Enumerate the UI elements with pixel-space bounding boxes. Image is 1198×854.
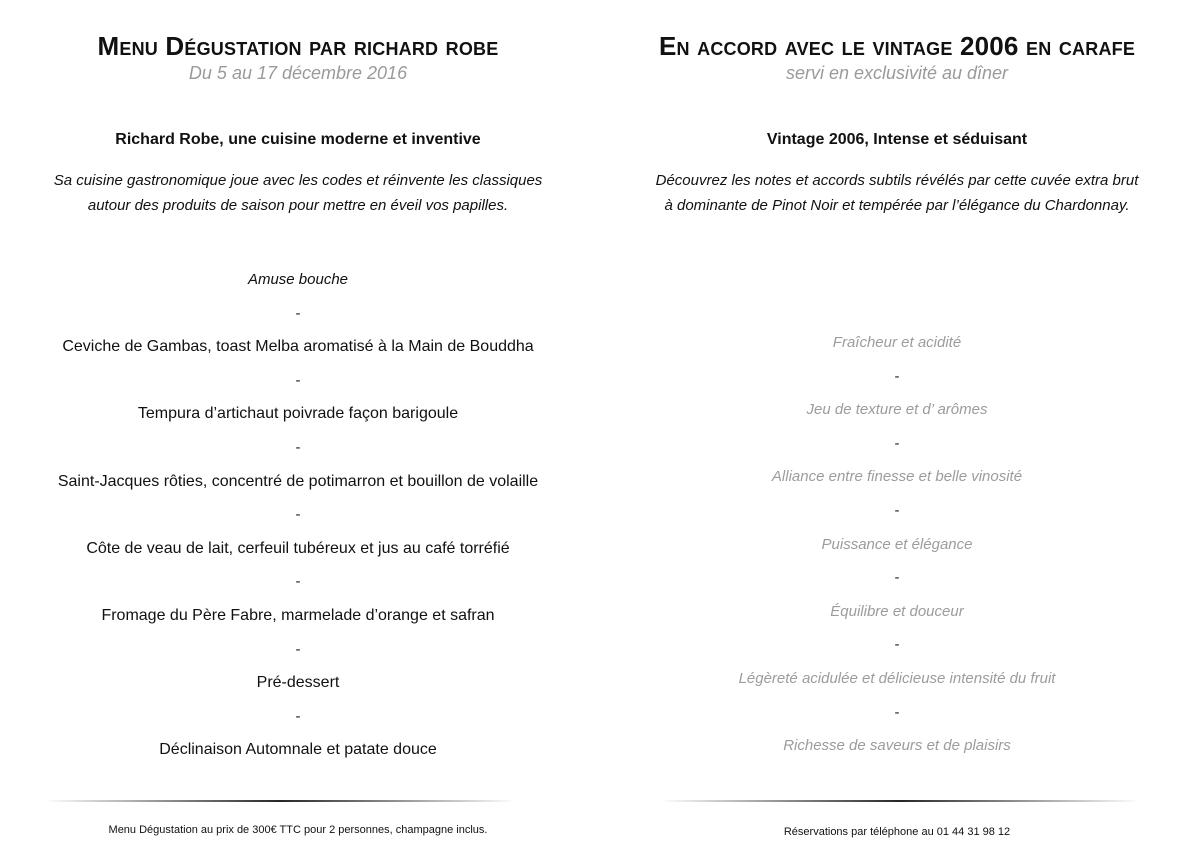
note-separator: -: [894, 434, 900, 452]
course-separator: -: [295, 707, 301, 725]
tasting-note-5: Équilibre et douceur: [830, 602, 964, 620]
course-separator: -: [295, 304, 301, 322]
note-separator: -: [894, 703, 900, 721]
menu-intro: [0, 168, 596, 218]
note-separator: -: [894, 569, 900, 587]
wine-divider: [660, 800, 1140, 802]
tasting-note-4: Puissance et élégance: [821, 535, 973, 553]
course-item-7: Pré-dessert: [256, 674, 340, 692]
course-separator: -: [295, 573, 301, 591]
wine-title: En accord avec le vintage 2006 en carafe: [658, 31, 1136, 61]
menu-price-footer: Menu Dégustation au prix de 300€ TTC pour 2 personnes, champagne inclus.: [108, 824, 488, 836]
wine-subtitle: servi en exclusivité au dîner: [785, 63, 1009, 83]
reservation-footer: Réservations par téléphone au 01 44 31 98 12: [783, 826, 1011, 838]
note-separator: -: [894, 501, 900, 519]
course-item-6: Fromage du Père Fabre, marmelade d’orange et safran: [101, 606, 495, 624]
menu-intro-line-2: autour des produits de saison pour mettre en éveil vos papilles.: [87, 197, 509, 214]
course-separator: -: [295, 371, 301, 389]
note-separator: -: [894, 636, 900, 654]
course-item-1: Amuse bouche: [247, 271, 349, 288]
course-item-4: Saint-Jacques rôties, concentré de potimarron et bouillon de volaille: [57, 472, 539, 490]
menu-dates: Du 5 au 17 décembre 2016: [188, 63, 408, 83]
menu-divider: [44, 800, 516, 802]
wine-column: [596, 0, 1198, 854]
note-separator: -: [894, 367, 900, 385]
course-separator: -: [295, 506, 301, 524]
wine-heading: Vintage 2006, Intense et séduisant: [766, 131, 1028, 148]
tasting-note-2: Jeu de texture et d’ arômes: [806, 401, 988, 419]
tasting-note-6: Légèreté acidulée et délicieuse intensité du fruit: [738, 669, 1056, 687]
course-list: [0, 263, 596, 767]
menu-intro-line-1: Sa cuisine gastronomique joue avec les codes et réinvente les classiques: [53, 172, 543, 189]
course-item-3: Tempura d’artichaut poivrade façon barigoule: [137, 405, 459, 423]
tasting-note-3: Alliance entre finesse et belle vinosité: [771, 468, 1023, 486]
menu-title: Menu Dégustation par richard robe: [97, 31, 499, 61]
menu-heading: Richard Robe, une cuisine moderne et inventive: [115, 131, 481, 148]
menu-column: [0, 0, 596, 854]
course-item-5: Côte de veau de lait, cerfeuil tubéreux et jus au café torréfié: [86, 539, 510, 557]
tasting-note-1: Fraîcheur et acidité: [832, 334, 962, 351]
course-item-2: Ceviche de Gambas, toast Melba aromatisé à la Main de Bouddha: [62, 338, 534, 356]
tasting-note-7: Richesse de saveurs et de plaisirs: [783, 737, 1011, 755]
course-separator: -: [295, 640, 301, 658]
course-item-8: Déclinaison Automnale et patate douce: [159, 741, 437, 759]
course-separator: -: [295, 438, 301, 456]
wine-intro-line-2: à dominante de Pinot Noir et tempérée par l’élégance du Chardonnay.: [664, 197, 1130, 214]
wine-intro: [596, 168, 1198, 218]
wine-intro-line-1: Découvrez les notes et accords subtils révélés par cette cuvée extra brut: [655, 172, 1139, 189]
tasting-notes-list: [596, 326, 1198, 763]
